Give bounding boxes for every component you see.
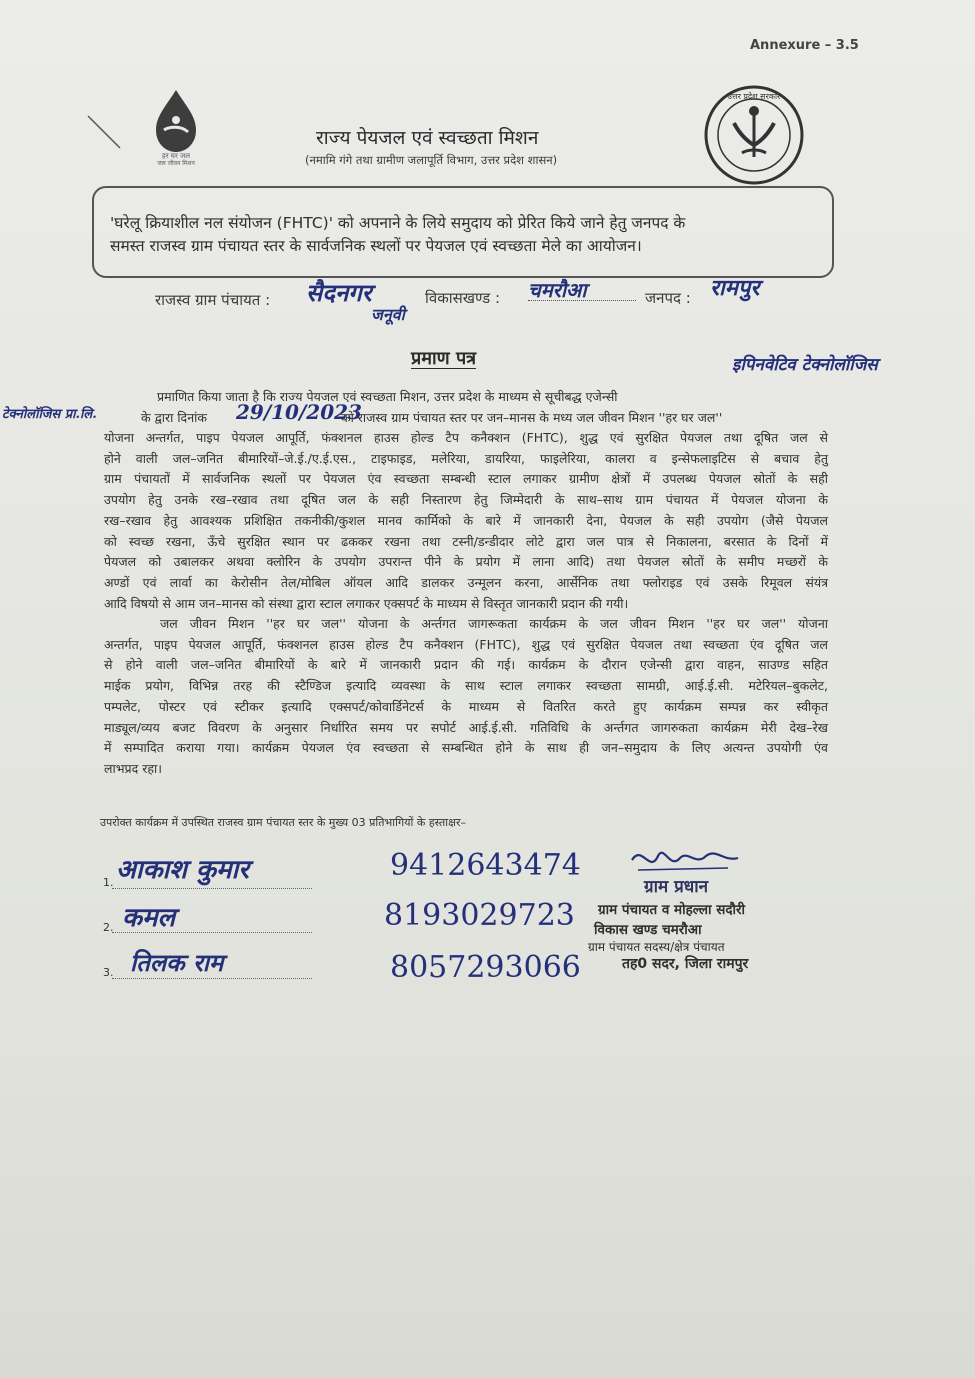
date-handwritten: 29/10/2023 bbox=[236, 400, 362, 424]
jal-jeevan-mission-logo bbox=[126, 86, 226, 166]
participant-2-phone: 8193029723 bbox=[384, 898, 575, 933]
participant-1-name: आकाश कुमार bbox=[116, 855, 249, 885]
org-title: राज्य पेयजल एवं स्वच्छता मिशन bbox=[316, 127, 539, 149]
logo-caption-2: जल जीवन मिशन bbox=[157, 160, 195, 166]
annexure-label: Annexure – 3.5 bbox=[750, 38, 859, 53]
stamp-tehsil: तह0 सदर, जिला रामपुर bbox=[622, 956, 749, 972]
para2-body: जल जीवन मिशन ''हर घर जल'' योजना के अर्न्तगत जागरूकता कार्यक्रम के जल जीवन मिशन ''हर घर जल'' योजना अन्तर्गत, पाइप पेयजल आपूर्ति, फंक्शनल हाउस होल्ड टैप कनैक्शन (FHTC), शुद्ध एवं सुरक्षित पेयजल तथा स्वच्छता एंव दूषित जल से होने वाली जल–जनित बीमारियों के बारे में जानकारी प्रदान की गई। कार्यक्रम के दौरान एजेन्सी द्वारा वाहन, साउण्ड सहित माईक प्रयोग, विभिन्न तरह की स्टैण्डिज इत्यादि व्यवस्था के साथ स्टाल लगाकर स्वच्छता सामग्री, आई.ई.सी. मटेरियल–बुकलेट, पम्पलेट, पोस्टर एवं स्टीकर इत्यादि एक्सपर्ट/कोवार्डिनेटर्स के माध्यम से वितरित करते हुए कार्यक्रम सम्पन्न कर स्वीकृत माड्यूल/व्यय बजट विवरण के अनुसार निर्धारित समय पर सपोर्ट आई.ई.सी. गतिविधि के अर्न्तगत जागरुकता कार्यक्रम मेरी देख–रेख में सम्पादित कराया गया। कार्यक्रम पेयजल एंव स्वच्छता से सम्बन्धित होने के साथ ही जन–समुदाय के लिए अत्यन्त उपयोगी एंव लाभप्रद रहा। bbox=[104, 616, 828, 776]
participant-3-dots bbox=[112, 978, 312, 979]
para1-line2b: को राजस्व ग्राम पंचायत स्तर पर जन–मानस के मध्य जल जीवन मिशन ''हर घर जल'' bbox=[341, 410, 723, 425]
participant-1-phone: 9412643474 bbox=[390, 848, 581, 883]
district-label: जनपद : bbox=[645, 289, 691, 307]
stamp-pradhan: ग्राम प्रधान bbox=[644, 877, 709, 897]
para1-line2a: के द्वारा दिनांक bbox=[141, 410, 207, 425]
gp-value-2: जनूवी bbox=[371, 305, 405, 324]
heading-line-2: समस्त राजस्व ग्राम पंचायत स्तर के सार्वजनिक स्थलों पर पेयजल एवं स्वच्छता मेले का आयोजन। bbox=[110, 237, 642, 255]
participant-2-num: 2. bbox=[103, 921, 114, 934]
participant-3-phone: 8057293066 bbox=[390, 950, 581, 985]
participant-1-dots bbox=[112, 888, 312, 889]
block-value: चमरौआ bbox=[528, 278, 587, 302]
block-dots bbox=[528, 300, 636, 301]
participant-2-dots bbox=[112, 932, 312, 933]
para1-line1: प्रमाणित किया जाता है कि राज्य पेयजल एवं स्वच्छता मिशन, उत्तर प्रदेश के माध्यम से सूचीबद्ध एजेन्सी bbox=[157, 389, 618, 404]
agency-handwritten: इपिनवेटिव टेक्नोलॉजिस bbox=[732, 355, 878, 375]
participant-3-name: तिलक राम bbox=[130, 948, 224, 977]
participant-1-num: 1. bbox=[103, 876, 114, 889]
logo-caption-1: हर घर जल bbox=[162, 152, 190, 160]
stamp-gp: ग्राम पंचायत व मोहल्ला सदौरी bbox=[598, 902, 746, 918]
gp-value: सैदनगर bbox=[306, 278, 372, 307]
para1-body: योजना अन्तर्गत, पाइप पेयजल आपूर्ति, फंक्शनल हाउस होल्ड टैप कनैक्शन (FHTC), शुद्ध एवं सुरक्षित पेयजल तथा दूषित जल से होने वाली जल–जनित बीमारियों–जे.ई./ए.ई.एस., टाइफाइड, मलेरिया, डायरिया, फाइलेरिया, कालरा व इन्सेफलाइटिस से बचाव हेतु ग्राम पंचायतों में सार्वजनिक स्थलों पर पेयजल एंव स्वच्छता सम्बन्धी स्टाल लगाकर ग्रामीण क्षेत्रों में उपलब्ध पेयजल स्रोतों के सही उपयोग हेतु उनके रख–रखाव तथा दूषित जल के सही निस्तारण हेतु जिम्मेदारी के साथ–साथ ग्राम पंचायत में पेयजल योजना के रख–रखाव हेतु आवश्यक प्रशिक्षित तकनीकी/कुशल मानव कार्मिको के बारे में जानकारी देना, पेयजल के सही उपयोग (जैसे पेयजल को स्वच्छ रखना, ऊँचे सुरक्षित स्थान पर ढककर रखना तथा टस्नी/डन्डीदार लोटे द्वारा जल पात्र से निकालना, बरसात के दिनों में पेयजल को उबालकर अथवा क्लोरिन के उपयोग उपरान्त पीने के प्रयोग में लाना आदि) तथा पेयजल स्रोतों के समीप मच्छरों के अण्डों एवं लार्वा का केरोसीन तेल/मोबिल ऑयल आदि डालकर उन्मूलन करना, आर्सेनिक तथा फ्लोराइड एवं उसके रिमूवल संयंत्र आदि विषयो से आम जन–मानस को संस्था द्वारा स्टाल लगाकर एक्सपर्ट के माध्यम से विस्तृत जानकारी प्रदान की गयी। bbox=[104, 430, 828, 611]
heading-line-1: 'घरेलू क्रियाशील नल संयोजन (FHTC)' को अपनाने के लिये समुदाय को प्रेरित किये जाने हेतु जनपद के bbox=[110, 214, 686, 232]
certificate-title: प्रमाण पत्र bbox=[411, 348, 477, 369]
participant-3-num: 3. bbox=[103, 966, 114, 979]
district-value: रामपुर bbox=[710, 275, 760, 301]
pen-mark-icon bbox=[84, 112, 124, 152]
participants-note: उपरोक्त कार्यक्रम में उपस्थित राजस्व ग्राम पंचायत स्तर के मुख्य 03 प्रतिभागियों के हस्ताक्षर– bbox=[100, 816, 466, 829]
stamp-member: ग्राम पंचायत सदस्य/क्षेत्र पंचायत bbox=[588, 940, 725, 954]
agency-margin-handwritten: टेक्नोलॉजिस प्रा.लि. bbox=[2, 407, 97, 422]
stamp-block: विकास खण्ड चमरौआ bbox=[594, 922, 702, 938]
gp-label: राजस्व ग्राम पंचायत : bbox=[155, 291, 271, 309]
org-subtitle: (नमामि गंगे तथा ग्रामीण जलापूर्ति विभाग, उत्तर प्रदेश शासन) bbox=[305, 153, 558, 167]
up-government-seal bbox=[702, 83, 806, 187]
participant-2-name: कमल bbox=[122, 903, 176, 933]
seal-text: उत्तर प्रदेश सरकार bbox=[727, 92, 781, 101]
block-label: विकासखण्ड : bbox=[425, 289, 501, 307]
